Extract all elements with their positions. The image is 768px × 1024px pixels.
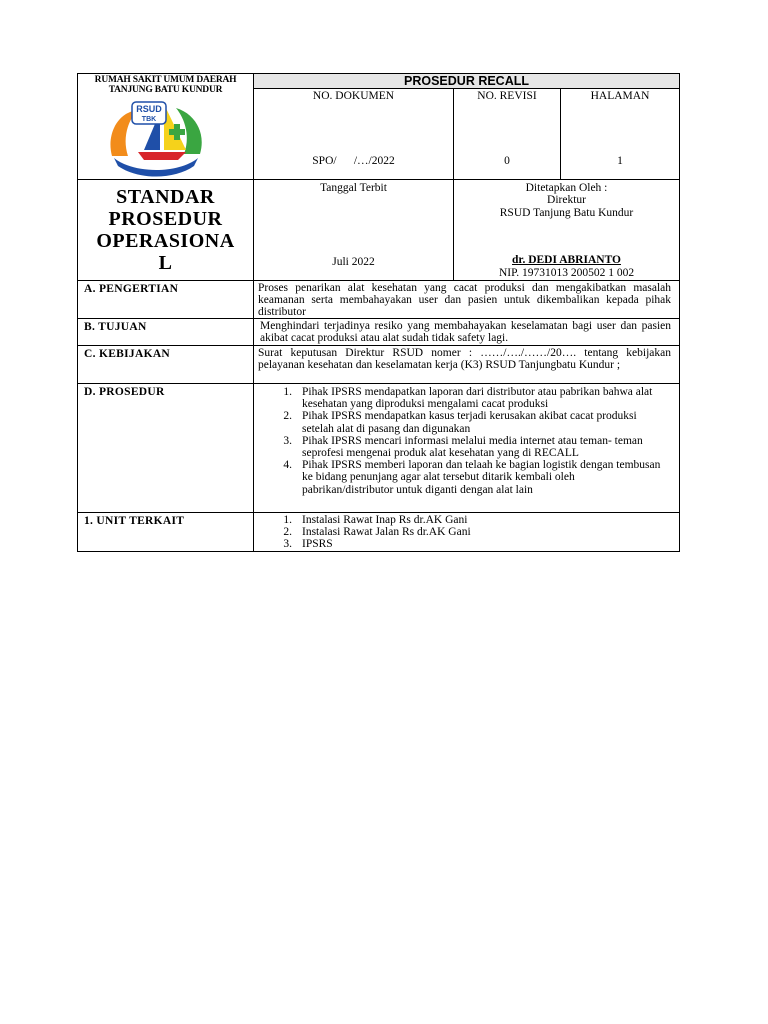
logo-blue-wave	[114, 158, 198, 177]
sop-title-line2: PROSEDUR	[108, 208, 223, 230]
pengertian-text: Proses penarikan alat kesehatan yang cacat produksi dan mengakibatkan masalah keamanan serta membahayakan user dan pasien untuk dikembalikan kepada pihak distributor	[254, 281, 680, 319]
prosedur-cell	[254, 384, 680, 513]
list-item-number: 3.	[283, 434, 292, 447]
prosedur-label: D. PROSEDUR	[78, 384, 254, 513]
list-item-text: Pihak IPSRS mencari informasi melalui media internet atau teman- teman seprofesi mengenai produk alat kesehatan yang di RECALL	[302, 434, 643, 460]
approval-label: Ditetapkan Oleh :	[525, 182, 608, 194]
list-item	[254, 435, 679, 459]
list-item-text: Instalasi Rawat Jalan Rs dr.AK Gani	[302, 526, 471, 539]
doc-number-label: NO. DOKUMEN	[312, 90, 395, 102]
issue-date-value: Juli 2022	[332, 256, 375, 268]
sop-title-cell	[78, 180, 254, 281]
doc-number-cell	[254, 89, 454, 180]
logo-emblem	[104, 94, 208, 184]
logo-red-hull	[138, 152, 186, 160]
revision-value: 0	[504, 155, 510, 167]
doc-number-value: SPO/ /…/2022	[312, 155, 395, 167]
list-item-number: 2.	[283, 410, 292, 423]
logo-cross-h	[169, 129, 185, 135]
kebijakan-label: C. KEBIJAKAN	[78, 346, 254, 384]
kebijakan-text: Surat keputusan Direktur RSUD nomer : ……/…./……/20…. tentang kebijakan pelayanan kesehatan dan keselamatan kerja (K3) RSUD Tanjungbatu Kundur ;	[254, 346, 680, 384]
list-item-text: IPSRS	[302, 538, 333, 551]
page-label: HALAMAN	[590, 90, 650, 102]
tujuan-text: Menghindari terjadinya resiko yang membahayakan keselamatan bagi user dan pasien akibat cacat produksi atau alat sudah tidak safety lagi.	[254, 319, 680, 346]
unit-cell	[254, 513, 680, 552]
director-nip: NIP. 19731013 200502 1 002	[498, 267, 635, 279]
list-item	[254, 459, 679, 496]
issue-date-cell	[254, 180, 454, 281]
list-item	[254, 514, 679, 526]
sop-document	[77, 73, 679, 552]
document-title: PROSEDUR RECALL	[254, 74, 680, 89]
prosedur-list	[254, 386, 679, 496]
tujuan-label: B. TUJUAN	[78, 319, 254, 346]
approval-institution: RSUD Tanjung Batu Kundur	[499, 207, 634, 219]
sop-title-line3: OPERASIONA	[96, 230, 235, 252]
list-item-text: Instalasi Rawat Inap Rs dr.AK Gani	[302, 514, 468, 526]
list-item-text: Pihak IPSRS mendapatkan kasus terjadi kerusakan akibat cacat produksi setelah alat di pasang dan digunakan	[302, 410, 637, 435]
unit-label: 1. UNIT TERKAIT	[78, 513, 254, 552]
revision-label: NO. REVISI	[477, 90, 537, 102]
list-item-number: 4.	[283, 459, 292, 472]
page-value: 1	[617, 155, 623, 167]
list-item-number: 1.	[283, 386, 292, 398]
list-item-number: 3.	[283, 538, 292, 551]
page-cell	[561, 89, 680, 180]
list-item-number: 2.	[283, 526, 292, 539]
unit-list	[254, 514, 679, 551]
issue-date-label: Tanggal Terbit	[320, 182, 387, 194]
list-item	[254, 410, 679, 434]
list-item	[254, 526, 679, 538]
approval-position: Direktur	[547, 194, 586, 206]
hospital-name: RUMAH SAKIT UMUM DAERAH TANJUNG BATU KUNDUR	[94, 75, 237, 95]
hospital-cell	[78, 74, 254, 180]
sop-table	[77, 73, 680, 552]
pengertian-label: A. PENGERTIAN	[78, 281, 254, 319]
approval-cell	[454, 180, 680, 281]
list-item	[254, 386, 679, 410]
logo-text-rsud: RSUD	[136, 104, 162, 114]
list-item-text: Pihak IPSRS mendapatkan laporan dari distributor atau pabrikan bahwa alat kesehatan yang diproduksi mengalami cacat produksi	[302, 386, 653, 411]
revision-cell	[454, 89, 561, 180]
director-name: dr. DEDI ABRIANTO	[512, 254, 621, 266]
list-item	[254, 538, 679, 550]
hospital-logo	[104, 94, 208, 184]
list-item-text: Pihak IPSRS memberi laporan dan telaah ke bagian logistik dengan tembusan ke bidang penunjang agar alat tersebut ditarik kembali oleh pabrikan/distributor untuk diganti dengan alat lain	[302, 459, 661, 496]
sop-title-line1: STANDAR	[116, 186, 215, 208]
logo-text-tbk: TBK	[141, 116, 157, 123]
sop-title-line4: L	[158, 252, 173, 274]
list-item-number: 1.	[283, 514, 292, 526]
